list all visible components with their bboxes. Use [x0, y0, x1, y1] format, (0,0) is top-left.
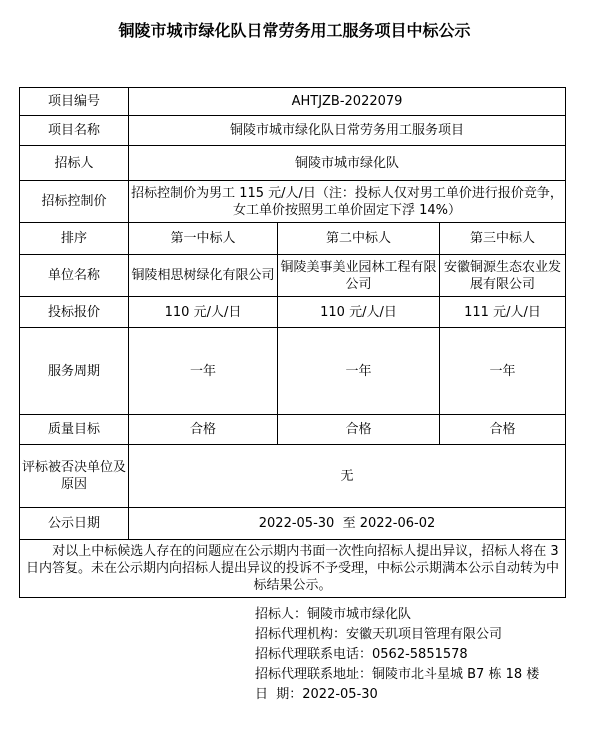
table-row [20, 508, 566, 540]
table-row [20, 540, 566, 598]
bid-price-label: 投标报价 [20, 297, 129, 328]
unit-name-third: 安徽铜源生态农业发展有限公司 [440, 255, 566, 297]
control-price-label: 招标控制价 [20, 181, 129, 223]
date-value: 2022-05-30 至 2022-06-02 [129, 508, 566, 540]
project-name-label: 项目名称 [20, 116, 129, 146]
unit-name-label: 单位名称 [20, 255, 129, 297]
tenderer-label: 招标人 [20, 146, 129, 181]
quality-second: 合格 [278, 415, 440, 445]
quality-label: 质量目标 [20, 415, 129, 445]
footer-agency: 招标代理机构：安徽天玑项目管理有限公司 [255, 627, 503, 642]
footer-address: 招标代理联系地址：铜陵市北斗星城 B7 栋 18 楼 [255, 667, 540, 682]
table-row [20, 88, 566, 116]
rank-third: 第三中标人 [440, 223, 566, 255]
service-period-label: 服务周期 [20, 328, 129, 415]
date-label: 公示日期 [20, 508, 129, 540]
table-row [20, 255, 566, 297]
bid-price-second: 110 元/人/日 [278, 297, 440, 328]
table-row [20, 116, 566, 146]
rejected-value: 无 [129, 445, 566, 508]
rank-first: 第一中标人 [129, 223, 278, 255]
table-row [20, 223, 566, 255]
bid-price-third: 111 元/人/日 [440, 297, 566, 328]
tenderer-value: 铜陵市城市绿化队 [129, 146, 566, 181]
rank-label: 排序 [20, 223, 129, 255]
table-row [20, 297, 566, 328]
bid-price-first: 110 元/人/日 [129, 297, 278, 328]
control-price-value: 招标控制价为男工 115 元/人/日（注：投标人仅对男工单价进行报价竞争，女工单价按照男工单价固定下浮 14%） [129, 181, 566, 223]
service-period-second: 一年 [278, 328, 440, 415]
quality-third: 合格 [440, 415, 566, 445]
project-no-value: AHTJZB-2022079 [129, 88, 566, 116]
rejected-label: 评标被否决单位及原因 [20, 445, 129, 508]
quality-first: 合格 [129, 415, 278, 445]
table-row [20, 181, 566, 223]
rank-second: 第二中标人 [278, 223, 440, 255]
table-row [20, 146, 566, 181]
project-no-label: 项目编号 [20, 88, 129, 116]
notice-text: 对以上中标候选人存在的问题应在公示期内书面一次性向招标人提出异议，招标人将在 3 日内答复。未在公示期内向招标人提出异议的投诉不予受理，中标公示期满本公示自动转为中标结果公示。 [20, 540, 566, 598]
page-title: 铜陵市城市绿化队日常劳务用工服务项目中标公示 [118, 21, 471, 40]
unit-name-first: 铜陵相思树绿化有限公司 [129, 255, 278, 297]
table-row [20, 445, 566, 508]
footer-phone: 招标代理联系电话：0562-5851578 [255, 647, 468, 662]
service-period-first: 一年 [129, 328, 278, 415]
table-row [20, 415, 566, 445]
project-name-value: 铜陵市城市绿化队日常劳务用工服务项目 [129, 116, 566, 146]
unit-name-second: 铜陵美事美业园林工程有限公司 [278, 255, 440, 297]
footer-tenderer: 招标人：铜陵市城市绿化队 [255, 607, 412, 622]
service-period-third: 一年 [440, 328, 566, 415]
footer-date: 日 期：2022-05-30 [255, 687, 378, 702]
table-row [20, 328, 566, 415]
bid-result-table [19, 87, 566, 598]
footer-info [255, 605, 555, 705]
